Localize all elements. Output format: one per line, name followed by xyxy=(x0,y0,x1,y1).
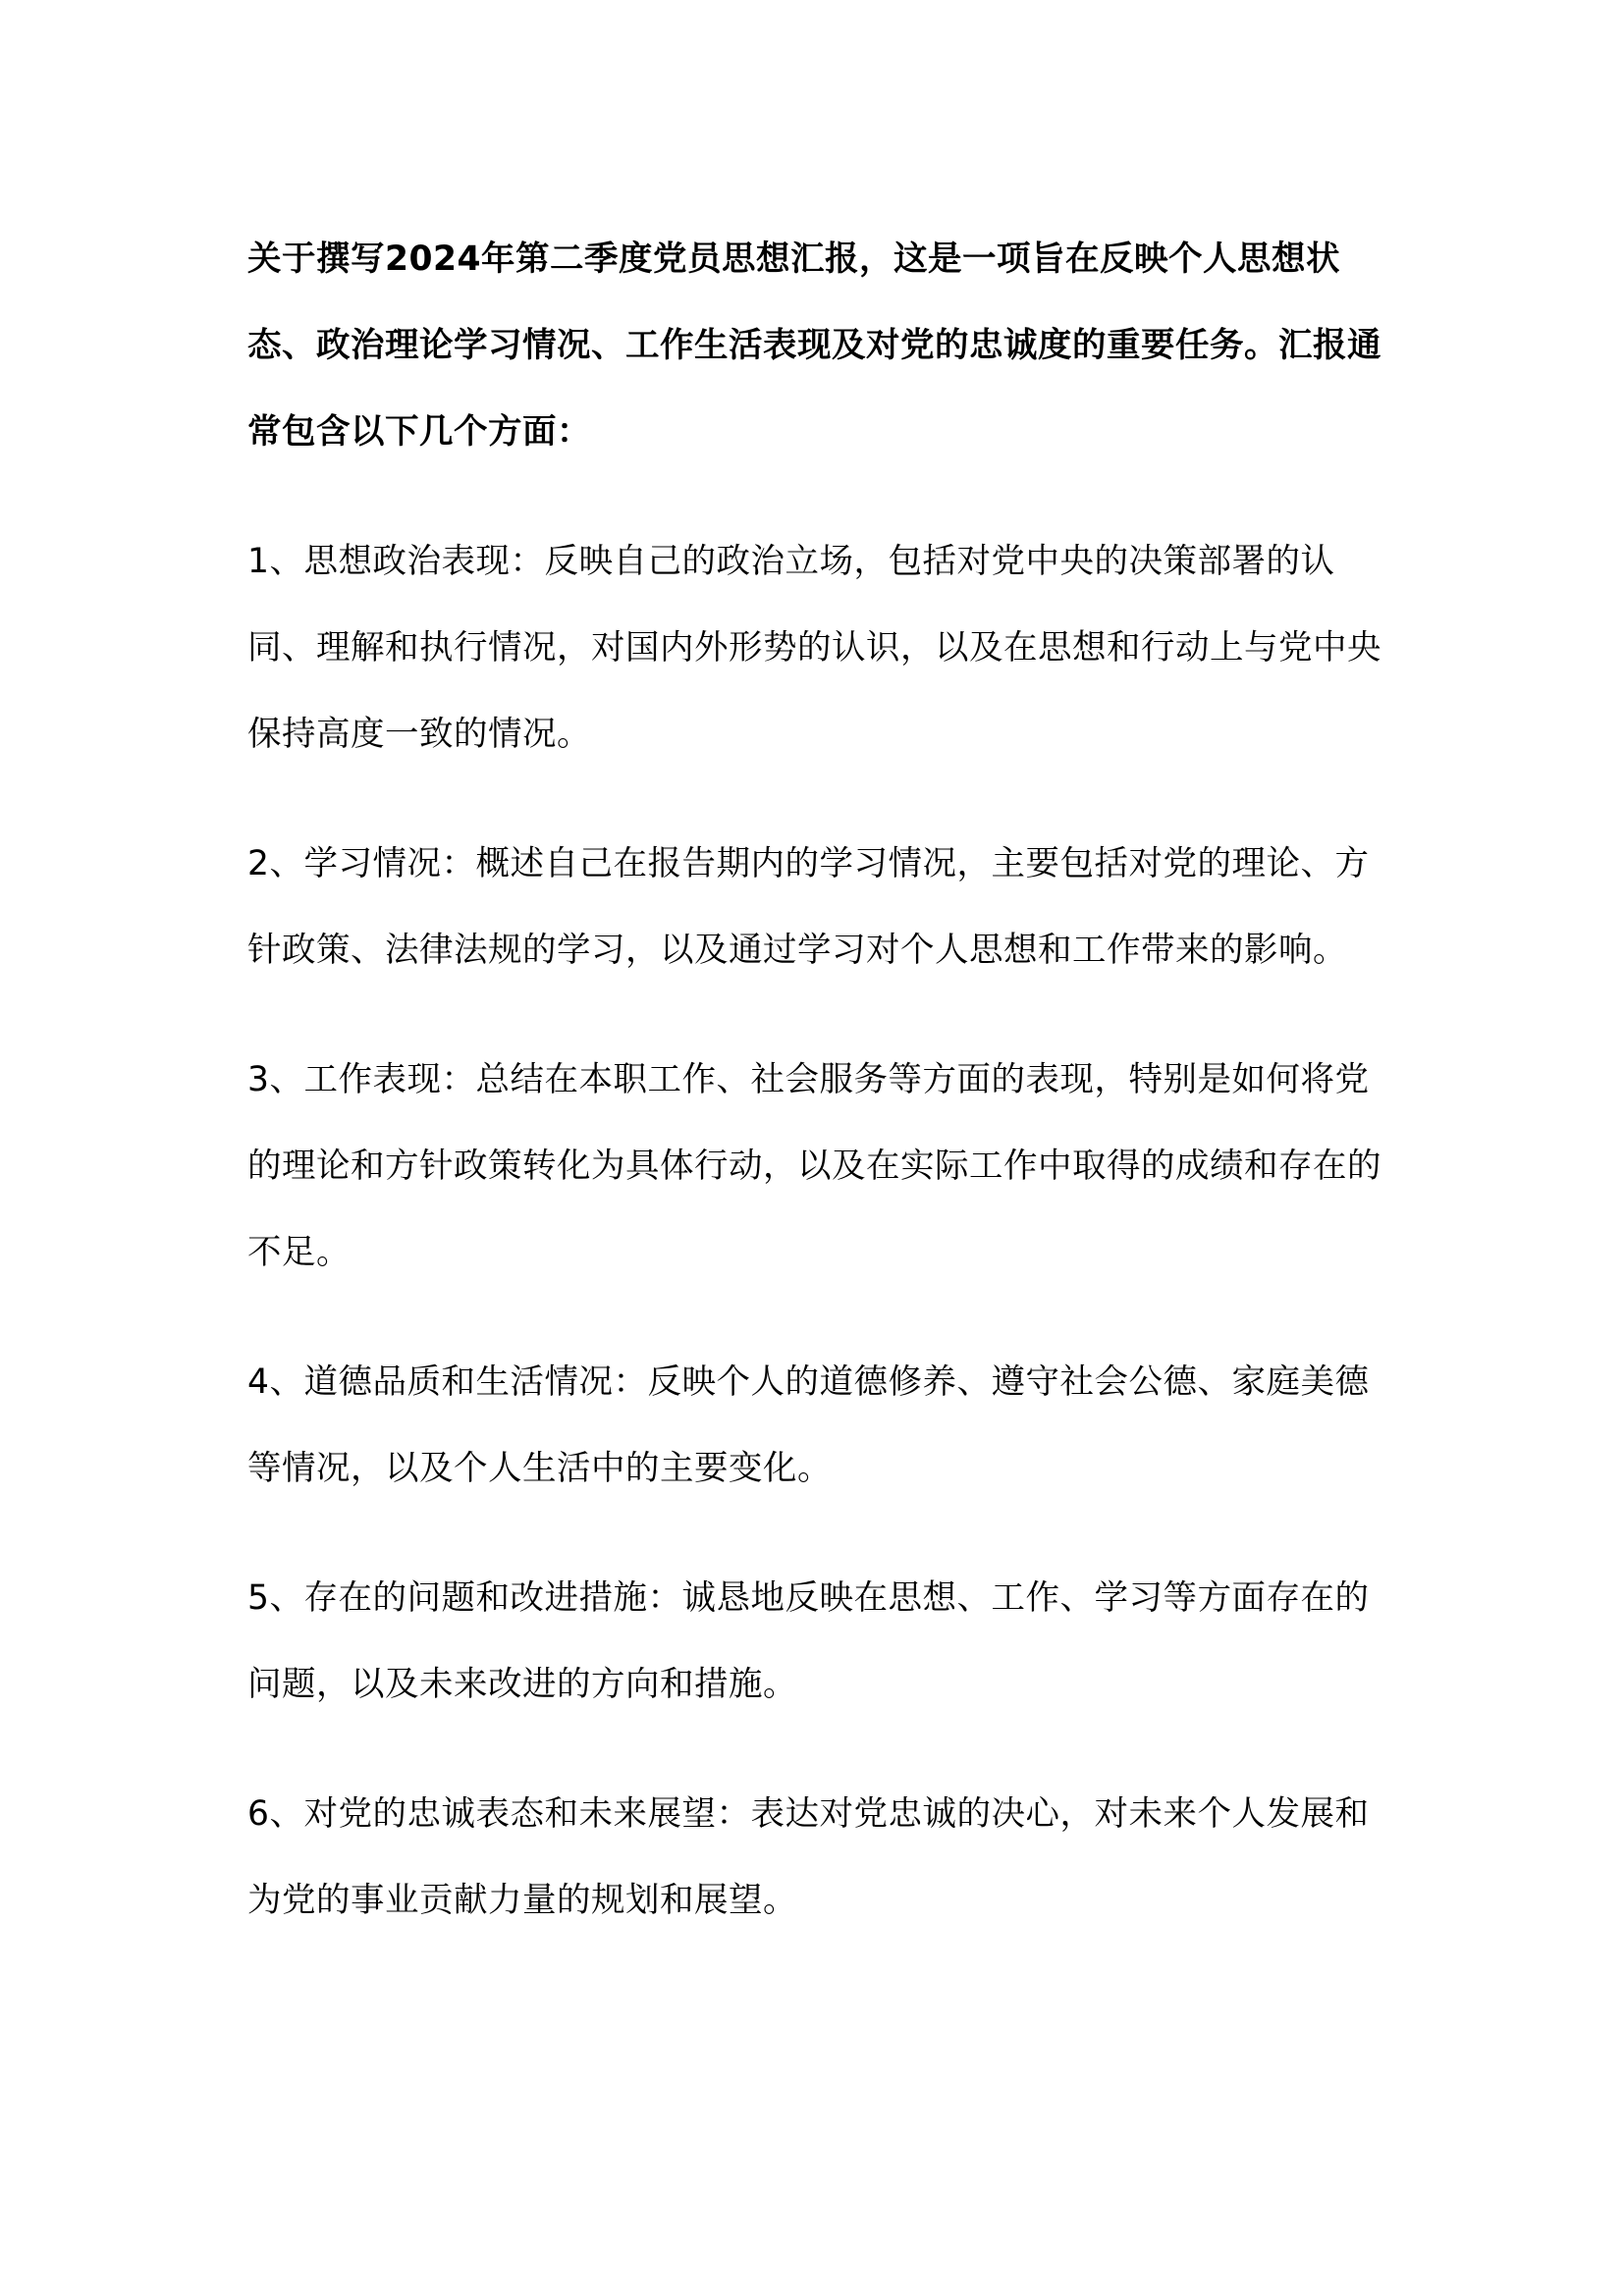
list-item-work: 3、工作表现：总结在本职工作、社会服务等方面的表现，特别是如何将党的理论和方针政策转化为具体行动，以及在实际工作中取得的成绩和存在的不足。 xyxy=(247,1060,1381,1272)
document-body xyxy=(247,216,1386,1987)
list-item-problems: 5、存在的问题和改进措施：诚恳地反映在思想、工作、学习等方面存在的问题，以及未来改进的方向和措施。 xyxy=(247,1578,1370,1704)
intro-paragraph: 关于撰写2024年第二季度党员思想汇报，这是一项旨在反映个人思想状态、政治理论学习情况、工作生活表现及对党的忠诚度的重要任务。汇报通常包含以下几个方面： xyxy=(247,240,1381,452)
list-item-political: 1、思想政治表现：反映自己的政治立场，包括对党中央的决策部署的认同、理解和执行情况，对国内外形势的认识，以及在思想和行动上与党中央保持高度一致的情况。 xyxy=(247,542,1381,754)
list-item-morality: 4、道德品质和生活情况：反映个人的道德修养、遵守社会公德、家庭美德等情况，以及个人生活中的主要变化。 xyxy=(247,1362,1370,1488)
list-item-loyalty: 6、对党的忠诚表态和未来展望：表达对党忠诚的决心，对未来个人发展和为党的事业贡献力量的规划和展望。 xyxy=(247,1794,1370,1920)
list-item-study: 2、学习情况：概述自己在报告期内的学习情况，主要包括对党的理论、方针政策、法律法规的学习，以及通过学习对个人思想和工作带来的影响。 xyxy=(247,844,1370,970)
